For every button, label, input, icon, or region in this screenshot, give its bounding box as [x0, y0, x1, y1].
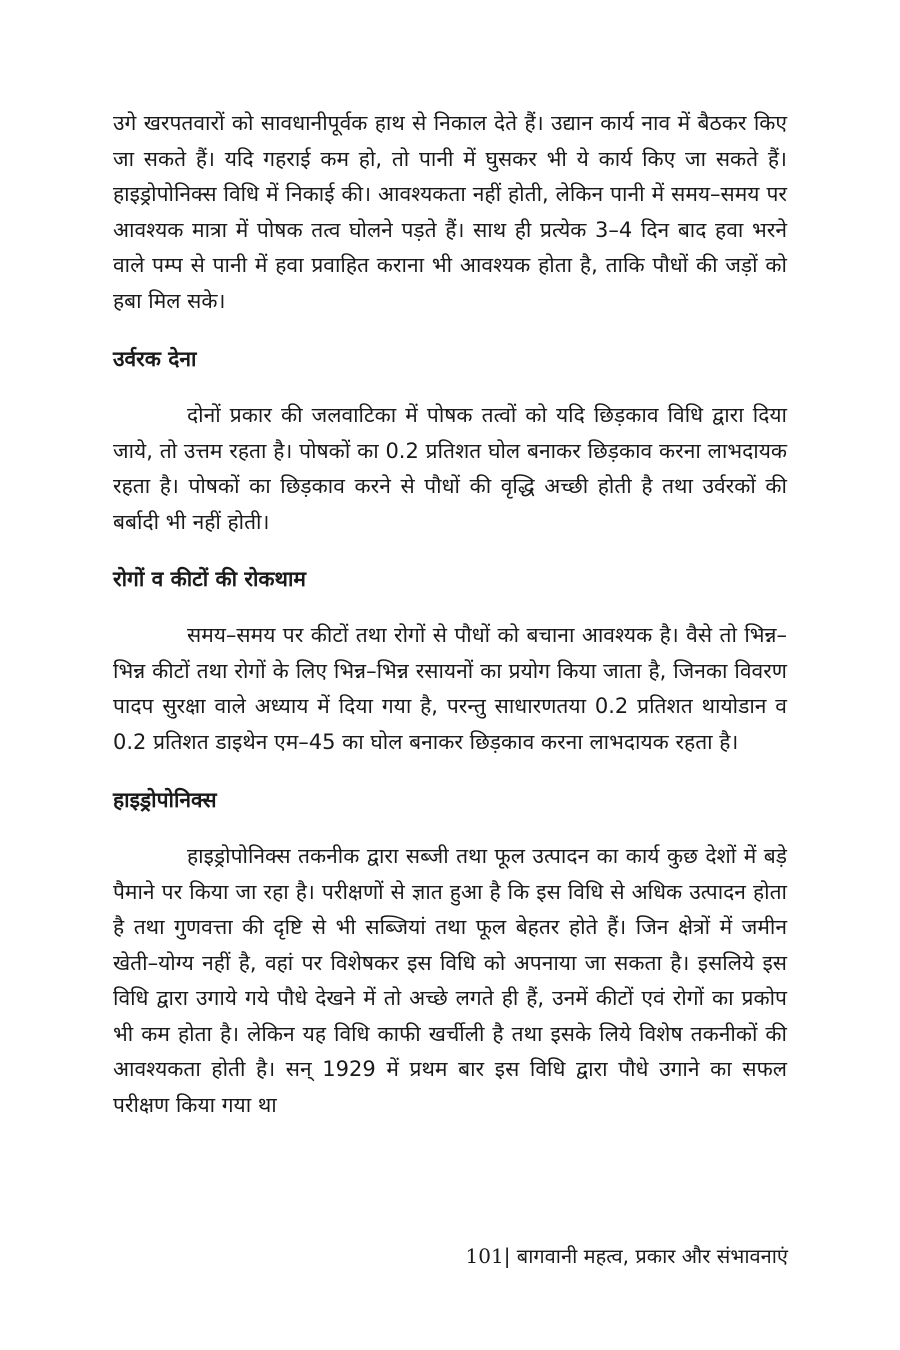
book-title: बागवानी महत्व, प्रकार और संभावनाएं: [510, 1244, 788, 1268]
paragraph-pest-control: समय–समय पर कीटों तथा रोगों से पौधों को बचाना आवश्यक है। वैसे तो भिन्न–भिन्न कीटों तथा रोगों के लिए भिन्न–भिन्न रसायनों का प्रयोग किया जाता है, जिनका विवरण पादप सुरक्षा वाले अध्याय में दिया गया है, परन्तु साधारणतया 0.2 प्रतिशत थायोडान व 0.2 प्रतिशत डाइथेन एम–45 का घोल बनाकर छिड़काव करना लाभदायक रहता है।: [113, 623, 787, 754]
heading-pest-control: रोगों व कीटों की रोकथाम: [113, 567, 306, 591]
page-number: 101: [465, 1244, 504, 1268]
heading-hydroponics: हाइड्रोपोनिक्स: [113, 788, 217, 812]
paragraph-fertilizer: दोनों प्रकार की जलवाटिका में पोषक तत्वों को यदि छिड़काव विधि द्वारा दिया जाये, तो उत्तम रहता है। पोषकों का 0.2 प्रतिशत घोल बनाकर छिड़काव करना लाभदायक रहता है। पोषकों का छिड़काव करने से पौधों की वृद्धि अच्छी होती है तथा उर्वरकों की बर्बादी भी नहीं होती।: [113, 403, 788, 534]
page-body: [113, 106, 787, 1123]
page-footer: [466, 1243, 788, 1269]
paragraph-weeding-hydroponics-care: उगे खरपतवारों को सावधानीपूर्वक हाथ से निकाल देते हैं। उद्यान कार्य नाव में बैठकर किए जा सकते हैं। यदि गहराई कम हो, तो पानी में घुसकर भी ये कार्य किए जा सकते हैं। हाइड्रोपोनिक्स विधि में निकाई की। आवश्यकता नहीं होती, लेकिन पानी में समय–समय पर आवश्यक मात्रा में पोषक तत्व घोलने पड़ते हैं। साथ ही प्रत्येक 3–4 दिन बाद हवा भरने वाले पम्प से पानी में हवा प्रवाहित कराना भी आवश्यक होता है, ताकि पौधों की जड़ों को हबा मिल सके।: [113, 111, 787, 313]
heading-fertilizer: उर्वरक देना: [113, 347, 197, 371]
footer-separator: |: [503, 1244, 511, 1268]
paragraph-hydroponics: हाइड्रोपोनिक्स तकनीक द्वारा सब्जी तथा फूल उत्पादन का कार्य कुछ देशों में बड़े पैमाने पर किया जा रहा है। परीक्षणों से ज्ञात हुआ है कि इस विधि से अधिक उत्पादन होता है तथा गुणवत्ता की दृष्टि से भी सब्जियां तथा फूल बेहतर होते हैं। जिन क्षेत्रों में जमीन खेती–योग्य नहीं है, वहां पर विशेषकर इस विधि को अपनाया जा सकता है। इसलिये इस विधि द्वारा उगाये गये पौधे देखने में तो अच्छे लगते ही हैं, उनमें कीटों एवं रोगों का प्रकोप भी कम होता है। लेकिन यह विधि काफी खर्चीली है तथा इसके लिये विशेष तकनीकों की आवश्यकता होती है। सन् 1929 में प्रथम बार इस विधि द्वारा पौधे उगाने का सफल परीक्षण किया गया था: [113, 844, 787, 1117]
